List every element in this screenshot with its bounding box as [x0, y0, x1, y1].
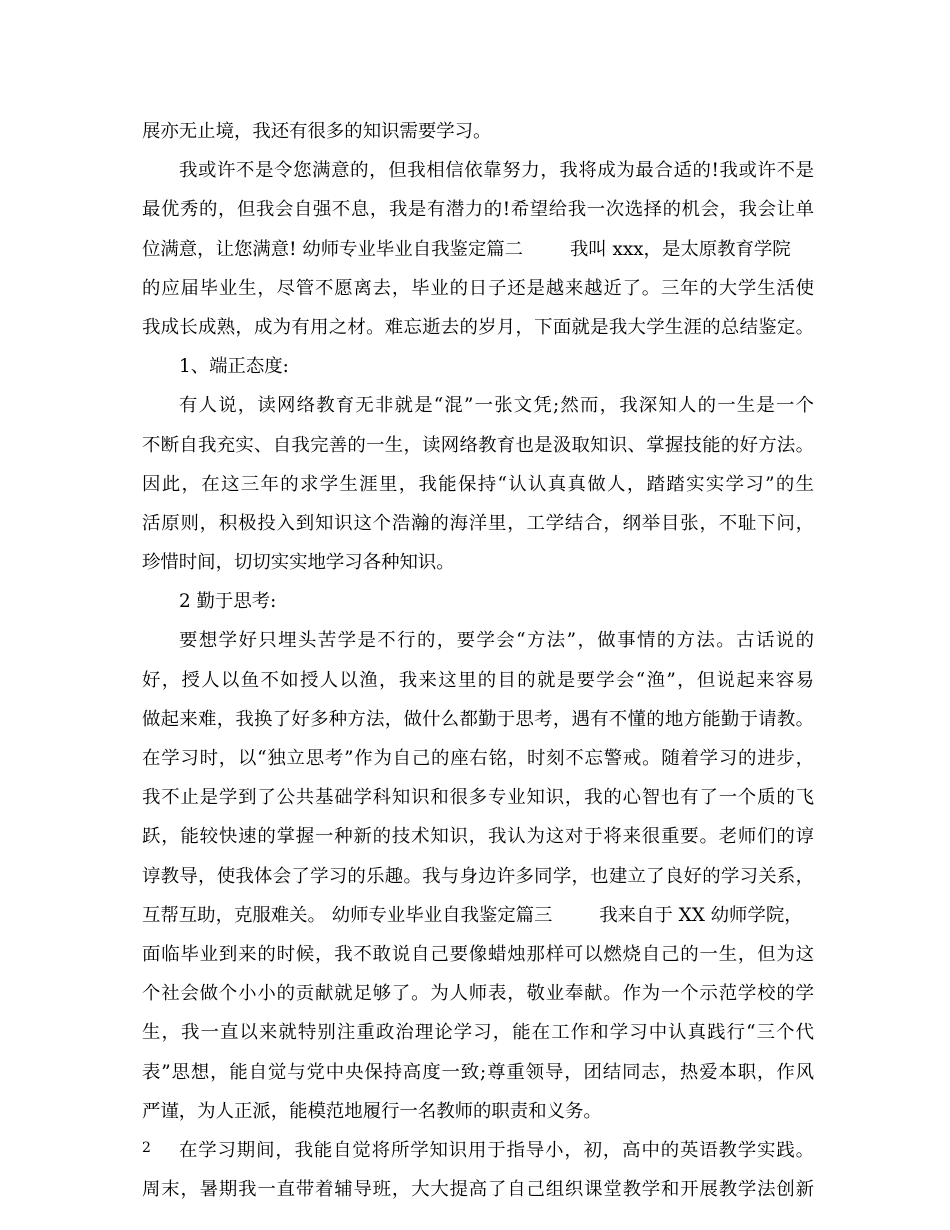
text-line: 生，我一直以来就特别注重政治理论学习，能在工作和学习中认真践行“三个代 — [142, 1022, 814, 1044]
body-text — [142, 112, 814, 1209]
text-line: 严谨，为人正派，能模范地履行一名教师的职责和义务。 — [142, 1100, 602, 1122]
text-line: 珍惜时间，切切实实地学习各种知识。 — [142, 552, 455, 574]
text-line: 做起来难，我换了好多种方法，做什么都勤于思考，遇有不懂的地方能勤于请教。 — [142, 708, 814, 730]
text-line: 2 勤于思考: — [179, 591, 277, 613]
text-line: 表”思想，能自觉与党中央保持高度一致;尊重领导，团结同志，热爱本职，作风 — [142, 1061, 814, 1083]
text-line: 展亦无止境，我还有很多的知识需要学习。 — [142, 121, 492, 142]
text-line: 1、端正态度: — [179, 356, 289, 378]
text-line: 位满意，让您满意! 幼师专业毕业自我鉴定篇二 我叫 xxx，是太原教育学院 — [142, 238, 791, 260]
text-line: 个社会做个小小的贡献就足够了。为人师表，敬业奉献。作为一个示范学校的学 — [142, 983, 814, 1005]
text-line: 的应届毕业生，尽管不愿离去，毕业的日子还是越来越近了。三年的大学生活使 — [142, 277, 814, 299]
text-line: 活原则，积极投入到知识这个浩瀚的海洋里，工学结合，纲举目张，不耻下问， — [142, 512, 814, 534]
text-line: 好，授人以鱼不如授人以渔，我来这里的目的就是要学会“渔”，但说起来容易 — [142, 669, 814, 691]
text-line: 有人说，读网络教育无非就是“混”一张文凭;然而，我深知人的一生是一个 — [179, 395, 814, 417]
text-line: 跃，能较快速的掌握一种新的技术知识，我认为这对于将来很重要。老师们的谆 — [142, 826, 814, 848]
text-line: 周末，暑期我一直带着辅导班，大大提高了自己组织课堂教学和开展教学法创新 — [142, 1179, 814, 1201]
text-line: 最优秀的，但我会自强不息，我是有潜力的!希望给我一次选择的机会，我会让单 — [142, 199, 814, 221]
text-line: 不断自我充实、自我完善的一生，读网络教育也是汲取知识、掌握技能的好方法。 — [142, 434, 814, 456]
text-line: 我或许不是令您满意的，但我相信依靠努力，我将成为最合适的!我或许不是 — [179, 160, 814, 182]
text-line: 互帮互助，克服难关。 幼师专业毕业自我鉴定篇三 我来自于 XX 幼师学院， — [142, 904, 803, 926]
text-line: 要想学好只埋头苦学是不行的，要学会“方法”，做事情的方法。古话说的 — [179, 630, 814, 652]
text-line: 因此，在这三年的求学生涯里，我能保持“认认真真做人，踏踏实实学习”的生 — [142, 473, 814, 495]
text-line: 我成长成熟，成为有用之材。难忘逝去的岁月，下面就是我大学生涯的总结鉴定。 — [142, 316, 814, 338]
text-line: 我不止是学到了公共基础学科知识和很多专业知识，我的心智也有了一个质的飞 — [142, 787, 814, 809]
page-number: 2 — [142, 1140, 151, 1156]
text-line: 在学习时，以“独立思考”作为自己的座右铭，时刻不忘警戒。随着学习的进步， — [142, 748, 814, 769]
text-line: 在学习期间，我能自觉将所学知识用于指导小，初，高中的英语教学实践。 — [179, 1139, 814, 1161]
text-line: 面临毕业到来的时候，我不敢说自己要像蜡烛那样可以燃烧自己的一生，但为这 — [142, 943, 814, 965]
text-line: 谆教导，使我体会了学习的乐趣。我与身边许多同学，也建立了良好的学习关系， — [142, 865, 814, 887]
